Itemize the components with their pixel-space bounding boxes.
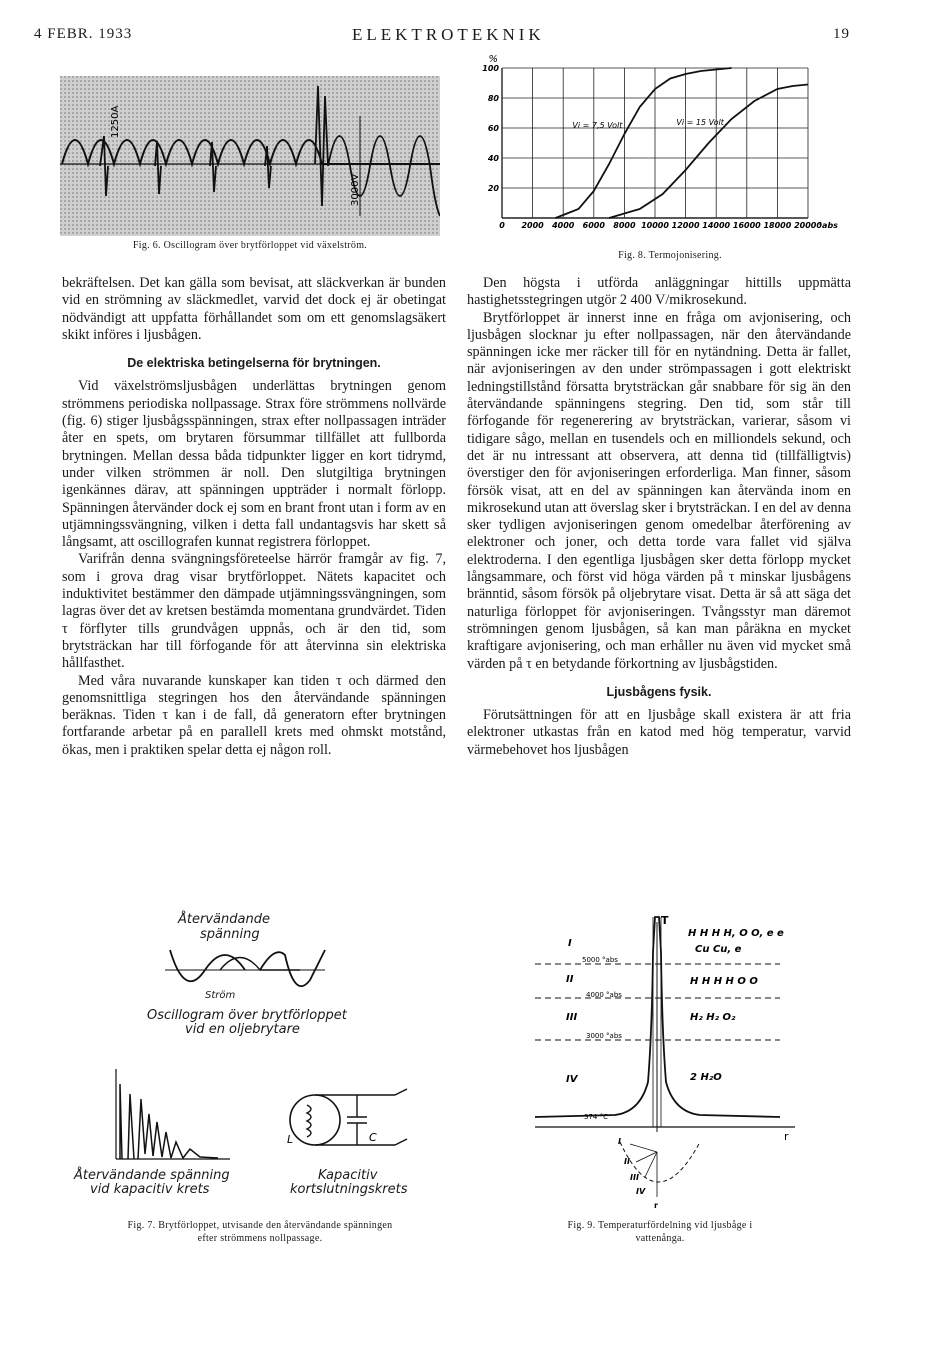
zone-4-num: IV	[566, 1074, 578, 1085]
right-paragraph-1: Den högsta i utförda anläggningar hittills uppmätta hastighetsstegringen utgör 2 400 V/mikrosekund.	[467, 275, 851, 309]
zone-2-temp: 4000 °abs	[586, 991, 622, 999]
series-label-2: Vi = 15 Volt	[676, 118, 724, 127]
y-tick-label: 100	[482, 64, 499, 73]
fig6-oscillogram	[60, 76, 440, 236]
axis-T-label: T	[661, 914, 669, 927]
header-date: 4 FEBR. 1933	[34, 26, 133, 42]
zone-4-temp: 374 °C	[584, 1113, 608, 1121]
zone-1-species-2: Cu Cu, e	[695, 944, 742, 955]
fig7-top-sketch	[160, 940, 330, 1005]
right-paragraph-3: Förutsättningen för att en ljusbåge skall existera är att fria elektroner utkastas från en katod med hög temperatur, varvid värmebehovet hos ljusbågen	[467, 707, 851, 758]
svg-text:II: II	[624, 1157, 630, 1166]
fig7-caption-1: Fig. 7. Brytförloppet, utvisande den återvändande spänningen	[127, 1220, 393, 1231]
left-paragraph-1: bekräftelsen. Det kan gälla som bevisat, att släckverkan är bunden vid en strömning av släckmedlet, varvid det dock ej är obetingat nödvändigt att uppfatta förhållandet som om ett genomslagsäkert skikt införes i ljusbågen.	[62, 275, 446, 343]
svg-text:IV: IV	[636, 1187, 646, 1196]
series-label-1: Vi = 7,5 Volt	[572, 121, 623, 130]
x-tick-label: 14000	[702, 221, 731, 230]
zone-1-species-1: H H H H, O O, e e	[688, 928, 784, 939]
y-tick-label: 80	[487, 94, 499, 103]
left-paragraph-4: Med våra nuvarande kunskaper kan tiden τ och därmed den genomsnittliga stegringen hos den återvändande spänningen beräknas. Tiden τ kan i de fall, då generatorn efter brytningen fortfarande arbetar på en parallell krets med ohmskt motstånd, ökas, men i praktiken spelar detta ej någon roll.	[62, 672, 446, 758]
svg-text:III: III	[630, 1173, 639, 1182]
fig7-left-label-2: vid kapacitiv krets	[90, 1182, 210, 1197]
section-heading-physics: Ljusbågens fysik.	[606, 684, 712, 699]
zone-1-num: I	[568, 938, 572, 949]
fig8-chart	[478, 50, 848, 238]
fig7-top-label-2: spänning	[200, 927, 260, 942]
zone-2-num: II	[566, 974, 574, 985]
fig7-osc-label-1: Oscillogram över brytförloppet	[147, 1008, 347, 1023]
journal-title: ELEKTROTEKNIK	[352, 25, 545, 44]
x-tick-label: 16000	[732, 221, 761, 230]
x-tick-label: 8000	[613, 221, 636, 230]
y-axis-unit: %	[488, 54, 498, 65]
fig7-caption-2: efter strömmens nollpassage.	[197, 1233, 323, 1244]
current-label: 1250A	[110, 105, 121, 138]
series-line-1	[556, 68, 732, 218]
zone-1-temp: 5000 °abs	[582, 956, 618, 964]
y-tick-label: 40	[487, 154, 499, 163]
fig6-caption: Fig. 6. Oscillogram över brytförloppet vid växelström.	[132, 240, 368, 251]
svg-text:I: I	[618, 1137, 621, 1146]
zone-3-species: H₂ H₂ O₂	[690, 1012, 736, 1023]
right-column	[467, 275, 851, 759]
zone-3-num: III	[566, 1012, 578, 1023]
left-paragraph-2: Vid växelströmsljusbågen underlättas brytningen genom strömmens periodiska nollpassage. Strax före strömmens nollvärde (fig. 6) stiger ljusbågsspänningen, strax efter nollpassagen inträder åter en spets, om brytaren försummar tillfället att fullborda brytningen. Mellan dessa båda tidpunkter ligger en kort tidrymd, under vilken strömmen är noll. Den slutgiltiga brytningen igenkännes därav, att spänningen uppträder i normalt förlopp. Spänningen återvänder dock ej som en brant front utan i form av en utjämningssvängning, vilken i detta fall undantagsvis har skett så långsamt, att oscillografen kunnat registrera förloppet.	[62, 378, 446, 551]
x-tick-label: 10000	[641, 221, 669, 230]
fig7-osc-label-2: vid en oljebrytare	[185, 1022, 300, 1037]
left-column	[62, 275, 446, 759]
y-tick-label: 20	[487, 184, 499, 193]
x-tick-label: 20000	[794, 221, 822, 230]
x-axis-unit: °abs	[818, 221, 838, 230]
x-tick-label: 4000	[552, 221, 575, 230]
fig9-caption-1: Fig. 9. Temperaturfördelning vid ljusbåge i	[567, 1220, 753, 1231]
x-tick-label: 6000	[582, 221, 605, 230]
zone-2-species: H H H H O O	[690, 976, 758, 987]
zone-4-species: 2 H₂O	[690, 1072, 722, 1083]
left-paragraph-3: Varifrån denna svängningsföreteelse härrör framgår av fig. 7, som i grova drag visar brytförloppet. Nätets kapacitet och induktivitet bestämmer den dämpade utjämningssvängningen, som lagras över det av kretsen bestämda momentana grundvärdet. Tiden τ förflyter tills grundvågen uppnås, och är den tid, som brytsträckan har till förfogande för att återvinna sin elektriska hållfasthet.	[62, 551, 446, 672]
fig9-caption-2: vattenånga.	[635, 1233, 685, 1244]
zone-3-temp: 3000 °abs	[586, 1032, 622, 1040]
axis-r-label: r	[784, 1130, 789, 1143]
x-tick-label: 12000	[671, 221, 700, 230]
x-tick-label: 2000	[521, 221, 544, 230]
fig7-strom-label: Ström	[205, 990, 236, 1001]
fig7-right-label-1: Kapacitiv	[318, 1168, 378, 1183]
series-line-2	[609, 85, 808, 219]
fig9-diagram	[530, 912, 800, 1212]
fig8-caption: Fig. 8. Termojonisering.	[618, 250, 722, 261]
x-tick-label: 18000	[763, 221, 792, 230]
fig7-right-label-2: kortslutningskrets	[290, 1182, 408, 1197]
svg-text:r: r	[654, 1201, 658, 1210]
x-tick-label: 0	[499, 221, 505, 230]
fig7-capacitive-graph	[108, 1064, 233, 1164]
section-heading-electrical: De elektriska betingelserna för brytningen.	[127, 356, 381, 371]
fig7-left-label-1: Återvändande spänning	[74, 1168, 230, 1183]
svg-text:C: C	[369, 1131, 377, 1144]
voltage-label: 3000V	[350, 173, 361, 206]
svg-text:L: L	[287, 1133, 294, 1146]
fig7-top-label-1: Återvändande	[178, 912, 270, 927]
page-number: 19	[833, 26, 850, 42]
fig7-circuit	[285, 1085, 415, 1160]
y-tick-label: 60	[487, 124, 499, 133]
right-paragraph-2: Brytförloppet är innerst inne en fråga om avjonisering, och ljusbågen slocknar ju efter nollpassagen, när den återvändande spänningen icke mer räcker till för en nytändning. Detta är fallet, när avjoniseringen av den under strömpassagen i gott elektriskt ledningstillstånd försatta brytsträckan går snabbare för sig än den återvändande spänningens stegring. Den tid, som står till förfogande för regenerering av brytsträckan, varierar, såsom vi tidigare sågo, mellan en tusendels och en milliondels sekund, och det är nu intressant att observera, att denna tid (tillfälligtvis) överstiger den för avjoniseringen erforderliga. Man finner, såsom försök visat, att en del av spänningen kan återvända inom en mikrosekund utan att överslag sker i brytsträckan. I en del av denna sker tydligen avjoniseringen genom omedelbar återförening av elektroner och joner, och detta torde vara fallet vid själva elektroderna. I den egentliga ljusbågen sker detta förlopp mycket långsammare, och först vid höga värden på τ minskar ljusbågens bränntid, såsom försök på oljebrytare visat. Detta är så att säga det naturliga förloppet för avjoniseringen. Tvångsstyr man däremot strömningen genom ljusbågen, så kan man påräkna en mycket kraftigare avjonisering, och man erhåller nu även vid mycket små värden på τ en betydande förkortning av ljusbågstiden.	[467, 309, 851, 672]
